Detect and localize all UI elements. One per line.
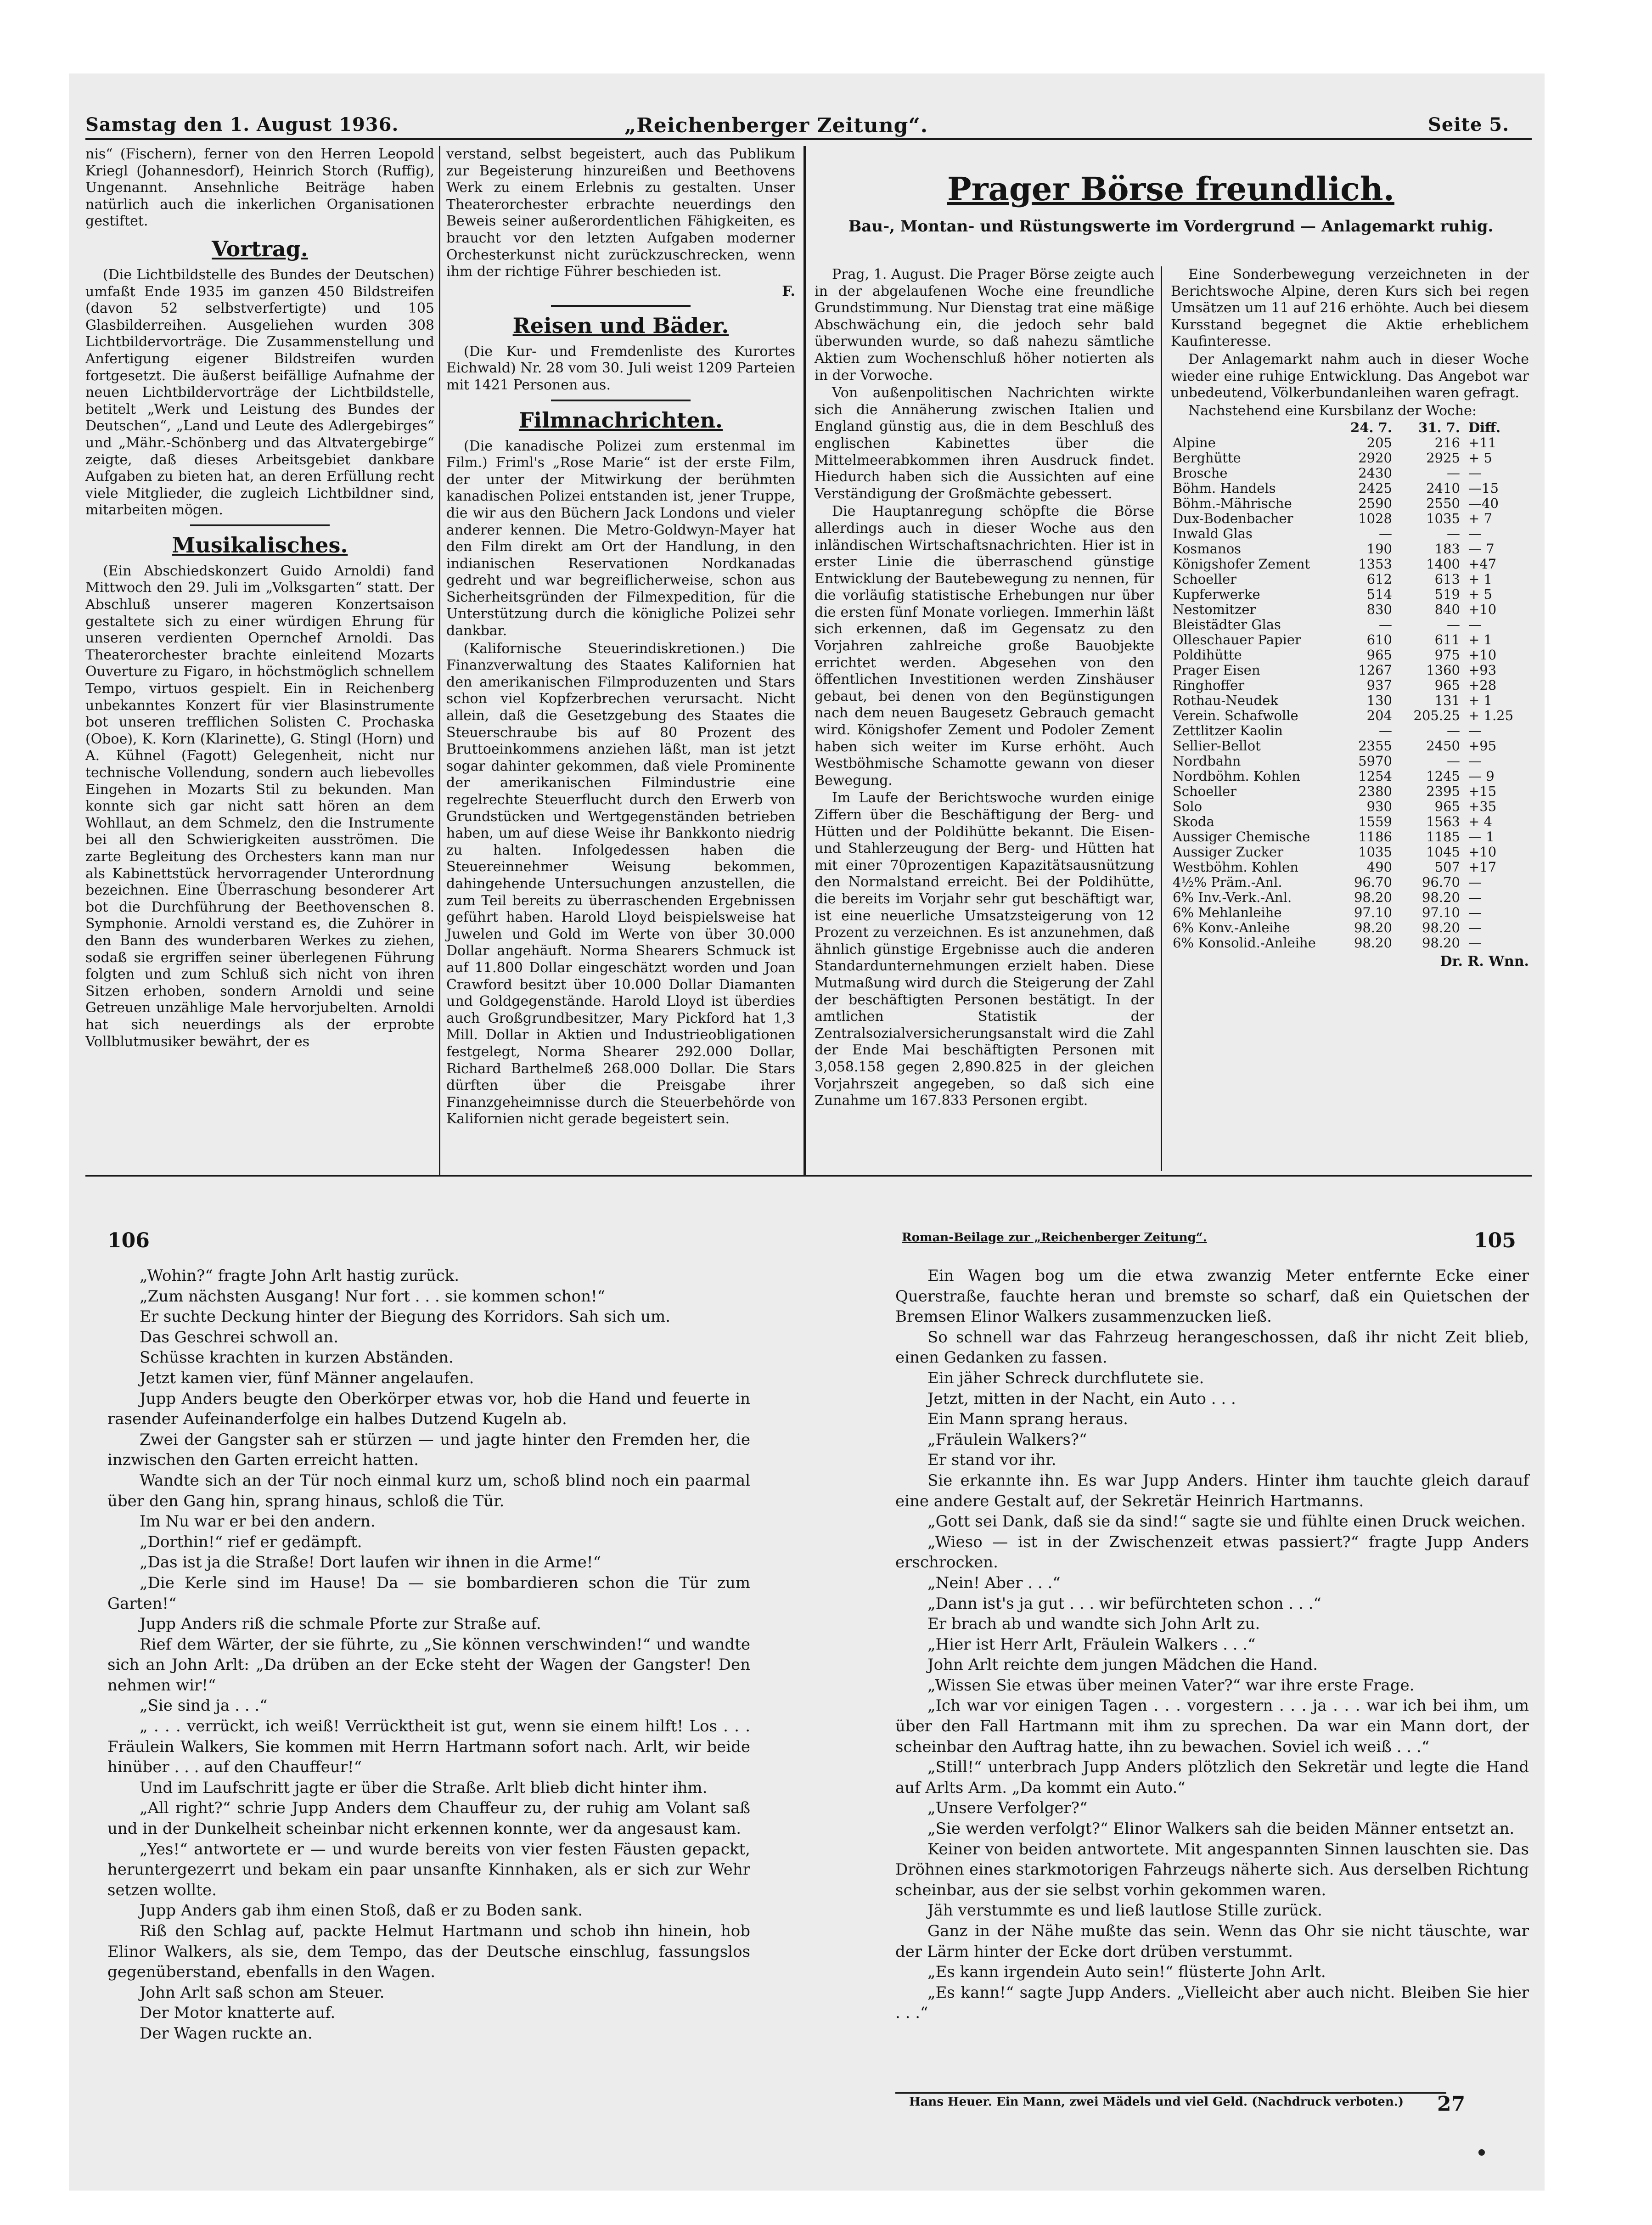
stock-price-curr: 131 (1434, 693, 1460, 709)
stock-price-prev: 1254 (1358, 768, 1392, 784)
stock-diff: +95 (1468, 738, 1497, 754)
stock-price-prev: 1035 (1358, 844, 1392, 860)
stock-diff: +47 (1468, 556, 1497, 572)
stock-price-curr: 1563 (1426, 814, 1460, 830)
novel-paragraph: „Dorthin!“ rief er gedämpft. (140, 1532, 362, 1551)
header-cell (1171, 420, 1326, 435)
novel-supplement-title: Roman-Beilage zur „Reichenberger Zeitung“. (902, 1231, 1207, 1245)
stock-price-curr: 98.20 (1422, 920, 1460, 936)
stock-name: Brosche (1173, 465, 1228, 481)
stock-price-prev: 130 (1366, 693, 1392, 709)
boerse-paragraph: Im Laufe der Berichtswoche wurden einige Ziffern über die Beschäftigung der Berg- und Hütten und der Poldihütte bekannt. Die Eisen- und Stahlerzeugung der Berg- und Hütten hat mit einer 70prozentigen Kapazitätsausnützung den Normalstand erreicht. Bei der Poldihütte, die bereits im Vorjahr sehr gut beschäftigt war, ist eine neuerliche Umsatzsteigerung von 12 Prozent zu verzeichnen. Es ist anzunehmen, daß ähnlich günstige Ergebnisse auch die anderen Standardunternehmungen erzielt haben. Diese Mutmaßung wird durch die Steigerung der Zahl der beschäftigten Personen bestätigt. In der amtlichen Statistik der Zentralsozialversicherungsanstalt wird die Zahl der Ende Mai beschäftigten Personen mit 3,058.158 gegen 2,890.825 in der gleichen Vorjahrszeit angegeben, so daß sich eine Zunahme um 167.833 Personen ergibt. (815, 790, 1154, 1109)
stock-table (1171, 420, 1521, 951)
stock-price-prev: 937 (1366, 677, 1392, 693)
novel-paragraph: Er brach ab und wandte sich John Arlt zu. (927, 1615, 1260, 1634)
stock-price-prev: 1353 (1358, 556, 1392, 572)
stock-name: Böhm.-Mährische (1173, 496, 1292, 512)
stock-row (1171, 541, 1521, 557)
stock-diff: +35 (1468, 799, 1497, 815)
stock-diff: — (1468, 890, 1482, 906)
stock-name: 6% Mehlanleihe (1173, 905, 1282, 921)
boerse-column-1 (815, 266, 1154, 1110)
stock-price-curr: 507 (1434, 859, 1460, 875)
novel-paragraph: Jäh verstummte es und ließ lautlose Stille zurück. (927, 1901, 1322, 1920)
novel-left-page-number: 106 (107, 1229, 150, 1252)
novel-paragraph: „Wissen Sie etwas über meinen Vater?“ war ihre erste Frage. (927, 1676, 1415, 1695)
stock-price-curr: 2450 (1426, 738, 1460, 754)
stock-name: Poldihütte (1173, 647, 1242, 663)
stock-price-curr: 1045 (1426, 844, 1460, 860)
stock-diff: — 9 (1468, 768, 1495, 784)
stock-name: Alpine (1173, 435, 1216, 451)
novel-paragraph: „Zum nächsten Ausgang! Nur fort . . . sie kommen schon!“ (140, 1287, 606, 1306)
article-vortrag: (Die Lichtbildstelle des Bundes der Deutschen) umfaßt Ende 1935 im ganzen 450 Bildstreifen (davon 52 selbstverfertigte) und 105 Glasbilderreihen. Ausgeliehen wurden 308 Lichtbildervorträge. Die Zusammenstellung und Anfertigung eigener Bildstreifen wurden fortgesetzt. Die äußerst beifällige Aufnahme der neuen Lichtbildervorträge der Lichtbildstelle, betitelt „Werk und Leistung des Bundes der Deutschen“, „Land und Leute des Adlergebirges“ und „Mähr.-Schönberg und das Altvatergebirge“ zeigte, daß dieses Arbeitsgebiet dankbare Aufgaben zu bieten hat, an deren Erfüllung recht viele Mitglieder, die zugleich Lichtbildner sind, mitarbeiten mögen. (85, 266, 434, 518)
stock-price-prev: 98.20 (1354, 890, 1392, 906)
stock-name: Zettlitzer Kaolin (1173, 723, 1283, 739)
section-rule (85, 1175, 1532, 1177)
stock-price-prev: 2920 (1358, 450, 1392, 466)
novel-paragraph: „Gott sei Dank, daß sie da sind!“ sagte sie und fühlte einen Druck weichen. (927, 1512, 1526, 1531)
stock-name: 6% Konsolid.-Anleihe (1173, 935, 1316, 951)
stock-row (1171, 920, 1521, 935)
stock-row (1171, 723, 1521, 738)
stock-diff: — (1468, 753, 1482, 769)
stock-price-curr: 216 (1434, 435, 1460, 451)
stock-diff: — 7 (1468, 541, 1495, 557)
stock-price-prev: — (1379, 723, 1392, 739)
article-film-2: (Kalifornische Steuerindiskretionen.) Die Finanzverwaltung des Staates Kalifornien hat den amerikanischen Filmproduzenten und Stars schon viel Kopfzerbrechen verursacht. Nicht allein, daß die Gesetzgebung des Staates die Steuerschraube bis auf 80 Prozent des Bruttoeinkommens anziehen läßt, man ist jetzt sogar dahinter gekommen, daß viele Prominente der amerikanischen Filmindustrie eine regelrechte Steuerflucht durch den Erwerb von Grundstücken und Wertgegenständen betrieben haben, um auf diese Weise ihr Bankkonto niedrig zu halten. Infolgedessen haben die Steuereinnehmer Weisung bekommen, dahingehende Untersuchungen anzustellen, die zum Teil bereits zu überraschenden Ergebnissen geführt haben. Harold Lloyd beispielsweise hat Juwelen und Gold im Werte von über 30.000 Dollar angehäuft. Norma Shearers Schmuck ist auf 11.800 Dollar eingeschätzt worden und Joan Crawford besitzt über 10.000 Dollar Diamanten und Goldgegenstände. Harold Lloyd ist überdies auch Großgrundbesitzer, Mary Pickford hat 1,3 Mill. Dollar in Aktien und Industrieobligationen festgelegt, Norma Shearer 292.000 Dollar, Richard Barthelmeß 268.000 Dollar. Die Stars dürften über die Preisgabe ihrer Finanzgeheimnisse durch die Steuerbehörde von Kalifornien nicht gerade begeistert sein. (446, 640, 795, 1127)
novel-right-text (895, 1266, 1529, 2023)
stock-name: Prager Eisen (1173, 662, 1260, 678)
stock-name: Ringhoffer (1173, 677, 1245, 693)
stock-name: Rothau-Neudek (1173, 693, 1278, 709)
header-masthead: „Reichenberger Zeitung“. (624, 114, 928, 137)
divider (551, 305, 691, 307)
stock-price-curr: 613 (1434, 571, 1460, 587)
stock-price-prev: 612 (1366, 571, 1392, 587)
column-divider-thick (804, 146, 806, 1175)
novel-paragraph: „Es kann irgendein Auto sein!“ flüsterte John Arlt. (927, 1963, 1326, 1982)
novel-paragraph: „Wohin?“ fragte John Arlt hastig zurück. (140, 1267, 460, 1285)
stock-price-curr: 2550 (1426, 496, 1460, 512)
stock-row (1171, 738, 1521, 754)
stock-name: Berghütte (1173, 450, 1241, 466)
stock-price-curr: — (1447, 617, 1460, 633)
stock-name: Schoeller (1173, 571, 1236, 587)
stock-row (1171, 829, 1521, 845)
novel-paragraph: „Die Kerle sind im Hause! Da — sie bombardieren schon die Tür zum Garten!“ (107, 1573, 750, 1613)
stock-diff: —15 (1468, 480, 1499, 496)
stock-row (1171, 663, 1521, 678)
stock-price-prev: 490 (1366, 859, 1392, 875)
stock-row (1171, 693, 1521, 708)
stock-name: Aussiger Zucker (1173, 844, 1284, 860)
stock-name: Inwald Glas (1173, 526, 1253, 542)
stock-row (1171, 617, 1521, 632)
stock-price-curr: 205.25 (1413, 708, 1460, 724)
stock-row (1171, 890, 1521, 905)
novel-paragraph: „Unsere Verfolger?“ (927, 1799, 1088, 1818)
novel-paragraph: John Arlt reichte dem jungen Mädchen die Hand. (927, 1656, 1318, 1674)
novel-paragraph: „ . . . verrückt, ich weiß! Verrücktheit ist gut, wenn sie einem hilft! Los . . . Fräulein Walkers, Sie kommen mit Herrn Hartmann sofort nach. Arlt, wir beide hinüber . . . auf den Chauffeur!“ (107, 1717, 750, 1777)
stock-price-prev: 1028 (1358, 511, 1392, 527)
stock-diff: +93 (1468, 662, 1497, 678)
stock-price-prev: 98.20 (1354, 920, 1392, 936)
novel-paragraph: „Fräulein Walkers?“ (927, 1430, 1087, 1449)
stock-row (1171, 632, 1521, 648)
stock-row (1171, 557, 1521, 572)
novel-paragraph: „All right?“ schrie Jupp Anders dem Chauffeur zu, der ruhig am Volant saß und in der Dunkelheit scheinbar nicht erkennen konnte, wer da angesaust kam. (107, 1799, 750, 1838)
stock-price-prev: 97.10 (1354, 905, 1392, 921)
stock-diff: — (1468, 465, 1482, 481)
stock-price-prev: 2380 (1358, 783, 1392, 800)
stock-name: Königshofer Zement (1173, 556, 1310, 572)
stock-diff: —40 (1468, 496, 1499, 512)
stock-row (1171, 875, 1521, 890)
stock-price-curr: 96.70 (1422, 874, 1460, 890)
stock-diff: — (1468, 935, 1482, 951)
stock-price-curr: 2925 (1426, 450, 1460, 466)
header-date: Samstag den 1. August 1936. (85, 114, 399, 135)
article-musik-continued: verstand, selbst begeistert, auch das Publikum zur Begeisterung hinzureißen und Beethovens Werk zu einem Erlebnis zu gestalten. Unser Theaterorchester erbrachte neuerdings den Beweis seiner außerordentlichen Fähigkeiten, es braucht vor den letzten Aufgaben moderner Orchesterkunst nicht zurückzuschrecken, wenn ihm der richtige Führer beschieden ist. (446, 146, 795, 280)
header-rule (85, 138, 1532, 140)
stock-row (1171, 435, 1521, 451)
novel-paragraph: „Hier ist Herr Arlt, Fräulein Walkers . . .“ (927, 1635, 1256, 1654)
stock-price-prev: 205 (1366, 435, 1392, 451)
stock-price-curr: 2395 (1426, 783, 1460, 800)
stock-row (1171, 602, 1521, 617)
novel-right-page-number: 105 (1474, 1229, 1516, 1252)
boerse-paragraph: Prag, 1. August. Die Prager Börse zeigte auch in der abgelaufenen Woche eine freundliche Grundstimmung. Nur Dienstag trat eine mäßige Abschwächung ein, die jedoch sehr bald überwunden wurde, so daß nahezu sämtliche Aktien zum Wochenschluß höher notierten als in der Vorwoche. (815, 266, 1154, 383)
article-musikalisches: (Ein Abschiedskonzert Guido Arnoldi) fand Mittwoch den 29. Juli im „Volksgarten“ statt. Der Abschluß unserer mageren Konzertsaison gestaltete sich zu einer würdigen Ehrung für unseren verdienten Opernchef Arnoldi. Das Theaterorchester brachte einleitend Mozarts Ouverture zu Figaro, in höchstmöglich schnellem Tempo, virtuos gespielt. Ein in Reichenberg unbekanntes Konzert für vier Blasinstrumente bot unseren trefflichen Solisten C. Prochaska (Oboe), K. Korn (Klarinette), G. Stingl (Horn) und A. Kühnel (Fagott) Gelegenheit, nicht nur technische Vollendung, sondern auch liebevolles Eingehen in Mozarts Stil zu bekunden. Man konnte sich gar nicht satt hören an dem Wohllaut, an dem Schmelz, den die Instrumente bei all den Schwierigkeiten ausströmen. Die zarte Begleitung des Orchesters kann man nur als Kabinettstück hervorragender Unterordnung bezeichnen. Eine Überraschung besonderer Art bot die Durchführung der Beethovenschen 8. Symphonie. Arnoldi verstand es, die Zuhörer in den Bann des wunderbaren Werkes zu ziehen, sodaß sie ergriffen seiner überlegenen Führung folgten und zum Schluß sich nicht von ihren Sitzen erhoben, sondern Arnoldi und seine Getreuen unzählige Male hervorjubelten. Arnoldi hat sich neuerdings als der erprobte Vollblutmusiker bewährt, der es (85, 563, 434, 1050)
novel-paragraph: „Still!“ unterbrach Jupp Anders plötzlich den Sekretär und legte die Hand auf Arlts Arm. „Da kommt ein Auto.“ (895, 1758, 1529, 1797)
stock-price-prev: — (1379, 617, 1392, 633)
stock-name: Verein. Schafwolle (1173, 708, 1298, 724)
stock-diff: — (1468, 874, 1482, 890)
novel-paragraph: Und im Laufschritt jagte er über die Straße. Arlt blieb dicht hinter ihm. (140, 1778, 708, 1797)
stock-price-curr: 519 (1434, 586, 1460, 603)
stock-name: 6% Inv.-Verk.-Anl. (1173, 890, 1292, 906)
stock-diff: + 7 (1468, 511, 1492, 527)
novel-paragraph: Zwei der Gangster sah er stürzen — und jagte hinter den Fremden her, die inzwischen den Garten erreicht hatten. (107, 1430, 750, 1470)
stock-price-curr: 965 (1434, 677, 1460, 693)
stock-diff: + 1.25 (1468, 708, 1514, 724)
stock-row (1171, 754, 1521, 769)
stock-price-prev: 98.20 (1354, 935, 1392, 951)
stock-diff: — (1468, 905, 1482, 921)
stock-price-curr: 840 (1434, 602, 1460, 618)
newspaper-page (69, 73, 1545, 2191)
stock-name: Kupferwerke (1173, 586, 1260, 603)
heading-reisen: Reisen und Bäder. (512, 313, 729, 338)
stock-name: Bleistädter Glas (1173, 617, 1281, 633)
stock-name: Schoeller (1173, 783, 1236, 800)
stock-row (1171, 572, 1521, 587)
column-divider (1161, 266, 1162, 1171)
novel-paragraph: „Sie sind ja . . .“ (140, 1696, 268, 1715)
stock-price-prev: 2425 (1358, 480, 1392, 496)
stock-price-curr: 1400 (1426, 556, 1460, 572)
article-film-1: (Die kanadische Polizei zum erstenmal im Film.) Friml's „Rose Marie“ ist der erste Film, der unter der Mitwirkung der berühmten kanadischen Polizei entstanden ist, jener Truppe, die wir aus den Büchern Jack Londons und vieler anderer kennen. Die Metro-Goldwyn-Mayer hat den Film direkt am Ort der Handlung, in den indianischen Reservationen Nordkanadas gedreht und war begreiflicherweise, schon aus Sicherheitsgründen der Filmexpedition, für die Unterstützung durch die königliche Polizei sehr dankbar. (446, 438, 795, 639)
boerse-paragraph: Der Anlagemarkt nahm auch in dieser Woche wieder eine ruhige Entwicklung. Das Angebot war unbedeutend, Völkerbundanleihen waren gefragt. (1171, 351, 1529, 401)
article-signature: F. (782, 283, 795, 299)
stock-row (1171, 708, 1521, 723)
stock-price-prev: 514 (1366, 586, 1392, 603)
stock-price-curr: 1035 (1426, 511, 1460, 527)
stock-price-prev: 96.70 (1354, 874, 1392, 890)
novel-paragraph: Wandte sich an der Tür noch einmal kurz um, schoß blind noch ein paarmal über den Gang hin, sprang hinaus, schloß die Tür. (107, 1471, 750, 1510)
stock-price-prev: 1559 (1358, 814, 1392, 830)
stock-name: Sellier-Bellot (1173, 738, 1261, 754)
stock-row (1171, 845, 1521, 860)
stock-diff: — 1 (1468, 829, 1495, 845)
novel-paragraph: Riß den Schlag auf, packte Helmut Hartmann und schob ihn hinein, hob Elinor Walkers, als sie, dem Tempo, das der Deutsche einschlug, fassungslos gegenüberstand, ebenfalls in den Wagen. (107, 1922, 750, 1982)
article-reisen: (Die Kur- und Fremdenliste des Kurortes Eichwald) Nr. 28 vom 30. Juli weist 1209 Parteien mit 1421 Personen aus. (446, 343, 795, 393)
stock-price-curr: — (1447, 753, 1460, 769)
novel-paragraph: Ein Mann sprang heraus. (927, 1410, 1128, 1429)
stock-row (1171, 511, 1521, 526)
stock-price-curr: 2410 (1426, 480, 1460, 496)
novel-footer-credit: Hans Heuer. Ein Mann, zwei Mädels und viel Geld. (Nachdruck verboten.) (909, 2095, 1404, 2109)
novel-paragraph: Schüsse krachten in kurzen Abständen. (140, 1348, 454, 1367)
novel-paragraph: Jetzt, mitten in der Nacht, ein Auto . . . (927, 1389, 1236, 1408)
stock-row (1171, 769, 1521, 784)
stock-diff: + 1 (1468, 693, 1492, 709)
stock-row (1171, 648, 1521, 663)
novel-paragraph: „Dann ist's ja gut . . . wir befürchteten schon . . .“ (927, 1594, 1321, 1613)
stock-price-prev: 2430 (1358, 465, 1392, 481)
novel-paragraph: Er suchte Deckung hinter der Biegung des Korridors. Sah sich um. (140, 1307, 671, 1326)
novel-left-text (107, 1266, 750, 2044)
stock-row (1171, 481, 1521, 496)
stock-price-prev: 190 (1366, 541, 1392, 557)
novel-paragraph: „Ich war vor einigen Tagen . . . vorgestern . . . ja . . . war ich bei ihm, um über den Fall Hartmann mit ihm zu sprechen. Da war ein Mann dort, der scheinbar den Auftrag hatte, ihn zu bewachen. Soviel ich weiß . . .“ (895, 1696, 1529, 1756)
novel-paragraph: „Es kann!“ sagte Jupp Anders. „Vielleicht aber auch nicht. Bleiben Sie hier . . .“ (895, 1983, 1529, 2022)
header-page-number: Seite 5. (1428, 114, 1510, 135)
boerse-subheadline: Bau-, Montan- und Rüstungswerte im Vordergrund — Anlagemarkt ruhig. (848, 217, 1494, 236)
novel-paragraph: „Nein! Aber . . .“ (927, 1573, 1061, 1592)
stock-price-curr: 1360 (1426, 662, 1460, 678)
novel-paragraph: Ein Wagen bog um die etwa zwanzig Meter entfernte Ecke einer Querstraße, fauchte heran und bremste so scharf, daß ein Quietschen der Bremsen Elinor Walkers zusammenzucken ließ. (895, 1267, 1529, 1326)
stock-price-curr: 611 (1434, 632, 1460, 648)
stock-price-curr: — (1447, 723, 1460, 739)
stock-price-prev: 1186 (1358, 829, 1392, 845)
header-cell: 31. 7. (1418, 420, 1460, 436)
novel-paragraph: Der Motor knatterte auf. (140, 2004, 336, 2022)
boerse-paragraph: Von außenpolitischen Nachrichten wirkte sich die Annäherung zwischen Italien und England günstig aus, die in dem Beschluß des englischen Kabinettes über die Mittelmeerabkommen ihren Ausdruck findet. Hiedurch haben sich die Aussichten auf eine Verständigung der Großmächte gebessert. (815, 385, 1154, 502)
novel-paragraph: Sie erkannte ihn. Es war Jupp Anders. Hinter ihm tauchte gleich darauf eine andere Gestalt auf, der Sekretär Heinrich Hartmanns. (895, 1471, 1529, 1510)
stock-name: 6% Konv.-Anleihe (1173, 920, 1290, 936)
stock-row (1171, 935, 1521, 951)
divider (551, 400, 691, 401)
stock-diff: + 5 (1468, 586, 1492, 603)
novel-paragraph: Das Geschrei schwoll an. (140, 1328, 339, 1346)
column-2 (446, 146, 795, 1129)
stock-name: Aussiger Chemische (1173, 829, 1310, 845)
novel-paragraph: Ein jäher Schreck durchflutete sie. (927, 1369, 1204, 1387)
novel-footer-number: 27 (1437, 2092, 1466, 2116)
stock-diff: — (1468, 617, 1482, 633)
stock-name: Böhm. Handels (1173, 480, 1276, 496)
footer-rule (895, 2092, 1446, 2094)
stock-row (1171, 587, 1521, 602)
stock-price-curr: 1185 (1426, 829, 1460, 845)
stock-diff: + 1 (1468, 571, 1492, 587)
novel-paragraph: Er stand vor ihr. (927, 1451, 1056, 1470)
heading-vortrag: Vortrag. (212, 236, 308, 261)
ink-dot (1478, 2149, 1485, 2156)
novel-paragraph: „Das ist ja die Straße! Dort laufen wir ihnen in die Arme!“ (140, 1553, 601, 1572)
stock-row (1171, 905, 1521, 920)
stock-diff: — (1468, 920, 1482, 936)
stock-diff: + 5 (1468, 450, 1492, 466)
stock-price-curr: 975 (1434, 647, 1460, 663)
stock-diff: +11 (1468, 435, 1497, 451)
stock-price-prev: 610 (1366, 632, 1392, 648)
novel-paragraph: „Yes!“ antwortete er — und wurde bereits von vier festen Fäusten gepackt, heruntergezerrt und bekam ein paar unsanfte Kinnhaken, als er sich zur Wehr setzen wollte. (107, 1840, 750, 1899)
novel-paragraph: John Arlt saß schon am Steuer. (140, 1983, 385, 2002)
stock-name: Nordbahn (1173, 753, 1241, 769)
header-cell: Diff. (1468, 420, 1501, 436)
stock-name: 4½% Präm.-Anl. (1173, 874, 1282, 890)
stock-row (1171, 678, 1521, 693)
stock-price-prev: 830 (1366, 602, 1392, 618)
stock-row (1171, 860, 1521, 875)
stock-diff: +17 (1468, 859, 1497, 875)
stock-diff: — (1468, 526, 1482, 542)
stock-row (1171, 526, 1521, 541)
boerse-column-2 (1171, 266, 1529, 972)
stock-table-body (1171, 435, 1521, 951)
boerse-signature: Dr. R. Wnn. (1440, 953, 1529, 970)
boerse-headline: Prager Börse freundlich. (947, 170, 1394, 208)
stock-diff: +10 (1468, 844, 1497, 860)
novel-paragraph: „Sie werden verfolgt?“ Elinor Walkers sah die beiden Männer entsetzt an. (927, 1819, 1515, 1838)
stock-diff: +28 (1468, 677, 1497, 693)
stock-price-prev: 2590 (1358, 496, 1392, 512)
column-divider (439, 146, 440, 1175)
novel-paragraph: Keiner von beiden antwortete. Mit angespannten Sinnen lauschten sie. Das Dröhnen eines starkmotorigen Fahrzeugs näherte sich. Aus derselben Richtung scheinbar, aus der sie selbst vorhin gekommen waren. (895, 1840, 1529, 1899)
novel-paragraph: So schnell war das Fahrzeug herangeschossen, daß ihr nicht Zeit blieb, einen Gedanken zu fassen. (895, 1328, 1529, 1367)
column-1 (85, 146, 434, 1051)
stock-name: Nordböhm. Kohlen (1173, 768, 1301, 784)
stock-price-curr: 98.20 (1422, 935, 1460, 951)
stock-row (1171, 799, 1521, 814)
stock-price-curr: 97.10 (1422, 905, 1460, 921)
stock-name: Dux-Bodenbacher (1173, 511, 1293, 527)
novel-paragraph: „Wieso — ist in der Zwischenzeit etwas passiert?“ fragte Jupp Anders erschrocken. (895, 1532, 1529, 1572)
stock-price-prev: 965 (1366, 647, 1392, 663)
boerse-paragraph: Die Hauptanregung schöpfte die Börse allerdings auch in dieser Woche aus den inländischen Wirtschaftsnachrichten. Hier ist in erster Linie die überraschend günstige Entwicklung der Bautebewegung zu nennen, für die vorläufig statistische Erhebungen nur über die ersten fünf Monate vorliegen. Immerhin läßt sich erkennen, daß im Gegensatz zu den Vorjahren zahlreiche große Bauobjekte errichtet werden. Abgesehen von den öffentlichen Investitionen werden Zinshäuser gebaut, bei denen von den Begünstigungen nach dem neuen Baugesetz Gebrauch gemacht wird. Königshofer Zement und Podoler Zement haben sich weiter im Kurse erhöht. Auch Westböhmische Schamotte gewann von dieser Bewegung. (815, 503, 1154, 789)
stock-name: Olleschauer Papier (1173, 632, 1301, 648)
stock-name: Nestomitzer (1173, 602, 1256, 618)
stock-price-prev: — (1379, 526, 1392, 542)
novel-paragraph: Im Nu war er bei den andern. (140, 1512, 376, 1531)
stock-price-curr: — (1447, 465, 1460, 481)
stock-price-prev: 1267 (1358, 662, 1392, 678)
article-intro: nis“ (Fischern), ferner von den Herren Leopold Kriegl (Johannesdorf), Heinrich Storch (Ruffig), Ungenannt. Ansehnliche Beiträge haben natürlich auch die inkerlichen Organisationen gestiftet. (85, 146, 434, 230)
stock-price-curr: — (1447, 526, 1460, 542)
stock-price-prev: 204 (1366, 708, 1392, 724)
stock-name: Solo (1173, 799, 1202, 815)
novel-paragraph: Der Wagen ruckte an. (140, 2024, 313, 2043)
stock-name: Skoda (1173, 814, 1214, 830)
stock-price-prev: 930 (1366, 799, 1392, 815)
novel-paragraph: Rief dem Wärter, der sie führte, zu „Sie können verschwinden!“ und wandte sich an John Arlt: „Da drüben an der Ecke steht der Wagen der Gangster! Den nehmen wir!“ (107, 1635, 750, 1695)
stock-price-prev: 2355 (1358, 738, 1392, 754)
heading-film: Filmnachrichten. (518, 407, 723, 433)
novel-paragraph: Jupp Anders beugte den Oberkörper etwas vor, hob die Hand und feuerte in rasender Aufeinanderfolge ein halbes Dutzend Kugeln ab. (107, 1389, 750, 1429)
stock-price-prev: 5970 (1358, 753, 1392, 769)
stock-row (1171, 814, 1521, 829)
stock-row (1171, 451, 1521, 466)
stock-diff: + 1 (1468, 632, 1492, 648)
stock-table-header (1171, 420, 1521, 435)
header-cell: 24. 7. (1350, 420, 1392, 436)
stock-diff: +10 (1468, 647, 1497, 663)
stock-diff: — (1468, 723, 1482, 739)
stock-name: Westböhm. Kohlen (1173, 859, 1298, 875)
novel-paragraph: Jetzt kamen vier, fünf Männer angelaufen. (140, 1369, 474, 1387)
stock-diff: +15 (1468, 783, 1497, 800)
divider (190, 524, 330, 526)
boerse-paragraph: Eine Sonderbewegung verzeichneten in der Berichtswoche Alpine, deren Kurs sich bei regen Umsätzen um 11 auf 216 erhöhte. Auch bei diesem Kursstand begegnet die Aktie erheblichem Kaufinteresse. (1171, 266, 1529, 350)
stock-row (1171, 784, 1521, 799)
novel-paragraph: Jupp Anders gab ihm einen Stoß, daß er zu Boden sank. (140, 1901, 583, 1920)
novel-paragraph: Jupp Anders riß die schmale Pforte zur Straße auf. (140, 1615, 541, 1634)
heading-musikalisches: Musikalisches. (172, 532, 348, 558)
stock-price-curr: 183 (1434, 541, 1460, 557)
stock-diff: + 4 (1468, 814, 1492, 830)
table-caption: Nachstehend eine Kursbilanz der Woche: (1188, 402, 1477, 419)
stock-price-curr: 965 (1434, 799, 1460, 815)
stock-row (1171, 466, 1521, 481)
novel-paragraph: Ganz in der Nähe mußte das sein. Wenn das Ohr sie nicht täuschte, war der Lärm hinter der Ecke dort drüben verstummt. (895, 1922, 1529, 1961)
stock-name: Kosmanos (1173, 541, 1242, 557)
stock-price-curr: 98.20 (1422, 890, 1460, 906)
stock-price-curr: 1245 (1426, 768, 1460, 784)
stock-diff: +10 (1468, 602, 1497, 618)
stock-row (1171, 496, 1521, 511)
